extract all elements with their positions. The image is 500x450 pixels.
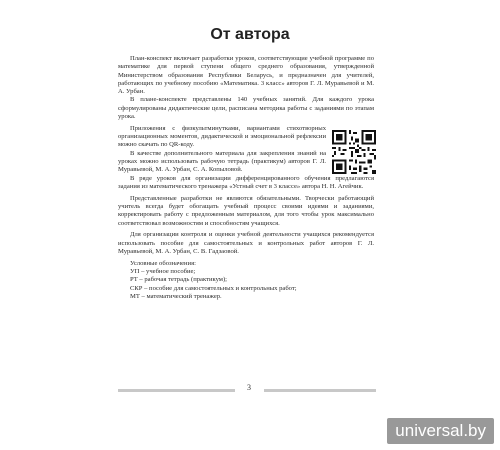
footer-rule-left: [118, 389, 235, 392]
paragraph-control: Для организации контроля и оценки учебной деятельности учащихся рекомендуется использовать пособие для самостоятельных и контрольных работ авторов Г. Л. Муравьевой, М. А. Урбан, С. В. Гадзаовой.: [118, 231, 374, 256]
paragraph-appendix: Приложения с физкультминутками, вариантами стихотворных организационных моментов, дидактической и эмоциональной рефлексии можно скачать по QR-коду.: [118, 124, 326, 149]
body-text: [118, 55, 374, 301]
paragraph-intro: План-конспект включает разработки уроков, соответствующие учебной программе по математике для первой ступени общего среднего образования, утвержденной Министерством образования Республики Беларусь, и предназначен для учителей, работающих по учебному пособию «Математика. 3 класс» авторов Г. Л. Муравьевой и М. А. Урбан.: [118, 55, 374, 96]
legend-item: МТ – математический тренажер.: [130, 293, 222, 301]
legend-item: РТ – рабочая тетрадь (практикум);: [130, 276, 227, 284]
paragraph-workbook: В качестве дополнительного материала для закрепления знаний на уроках можно использовать рабочую тетрадь (практикум) авторов Г. Л. Муравьевой, М. А. Урбан, С. А. Копыловой.: [118, 149, 326, 174]
legend-title: Условные обозначения:: [130, 259, 196, 267]
footer-rule-right: [264, 389, 376, 392]
page-title: От автора: [210, 26, 290, 43]
paragraph-lessons: В плане-конспекте представлены 140 учебных занятий. Для каждого урока сформулированы дидактические цели, расписана методика работы с заданиями по этапам урока.: [118, 96, 374, 121]
qr-code-icon[interactable]: [332, 130, 376, 174]
paragraph-differentiation: В ряде уроков для организации дифференцированного обучения предлагаются задания из математического тренажера «Устный счет в 3 классе» автора Н. Н. Агейчик.: [118, 174, 374, 190]
paragraph-creative: Представленные разработки не являются обязательными. Творчески работающий учитель всегда будет обогащать учебный процесс своими идеями и заданиями, корректировать работу с предложенным материалом, для того чтобы урок максимально соответствовал возможностям и способностям учащихся.: [118, 194, 374, 227]
watermark-logo: universal.by: [387, 418, 494, 444]
legend-item: УП – учебное пособие;: [130, 268, 196, 276]
page-number: 3: [247, 383, 251, 392]
legend-item: СКР – пособие для самостоятельных и контрольных работ;: [130, 284, 297, 292]
